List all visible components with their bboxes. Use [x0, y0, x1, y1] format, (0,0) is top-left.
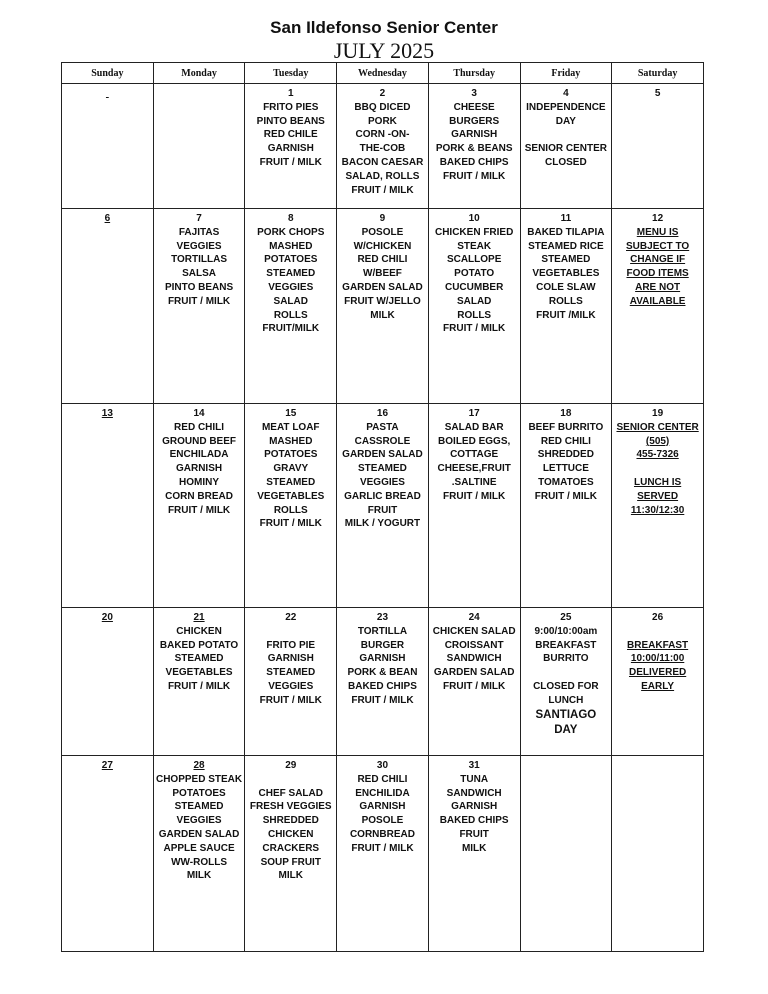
menu-line: EARLY	[641, 680, 675, 692]
day-cell	[245, 84, 337, 209]
day-cell	[62, 608, 154, 756]
menu-line: TOMATOES	[538, 476, 594, 488]
menu-line: FRUIT / MILK	[167, 504, 231, 516]
menu-line: (505)	[645, 435, 670, 447]
holiday-line: SANTIAGO	[535, 708, 597, 721]
day-cell	[612, 608, 704, 756]
menu-line: BREAKFAST	[627, 639, 689, 651]
menu-line: STEAMED	[174, 653, 224, 665]
menu-calendar	[61, 62, 704, 952]
day-number	[156, 87, 243, 101]
menu-line: CHEF SALAD	[258, 787, 323, 799]
menu-line: BAKED CHIPS	[348, 680, 417, 692]
menu-line: CLOSED	[545, 156, 587, 168]
menu-line: MILK	[278, 870, 303, 882]
day-number: 28	[193, 760, 205, 771]
menu-line: POTATOES	[172, 787, 226, 799]
menu-line: CUCUMBER	[444, 281, 504, 293]
menu-line: STEAMED	[266, 667, 316, 679]
menu-line: GARNISH	[267, 653, 314, 665]
day-cell	[612, 209, 704, 404]
menu-line: GARLIC BREAD	[344, 490, 421, 502]
menu-line: GARNISH	[359, 653, 406, 665]
menu-line: GRAVY	[273, 463, 309, 475]
menu-line: ROLLS	[273, 309, 308, 321]
day-number: 10	[468, 213, 480, 224]
day-number: 21	[193, 612, 205, 623]
menu-line: MEAT LOAF	[261, 421, 320, 433]
menu-line: .SALTINE	[451, 476, 497, 488]
menu-line: FRUIT	[367, 504, 398, 516]
day-cell	[245, 209, 337, 404]
menu-line: APPLE SAUCE	[163, 842, 235, 854]
menu-line: SALAD	[273, 295, 308, 307]
day-cell	[62, 756, 154, 952]
holiday-line: DAY	[554, 723, 578, 736]
menu-line: SCALLOPE	[446, 254, 502, 266]
menu-line: SOUP FRUIT	[260, 856, 321, 868]
week-row	[62, 404, 704, 608]
week-row	[62, 209, 704, 404]
menu-line: VEGETABLES	[257, 490, 325, 502]
menu-line: SALAD	[456, 295, 492, 307]
menu-line: CHICKEN FRIED	[434, 226, 514, 238]
menu-line: PORK CHOPS	[257, 226, 325, 238]
menu-line: PORK	[368, 115, 397, 127]
menu-line: BURGER	[360, 639, 405, 651]
day-cell	[153, 608, 245, 756]
menu-line: PORK & BEAN	[347, 667, 418, 679]
menu-line	[247, 773, 334, 787]
menu-line: CHEESE	[453, 101, 495, 113]
day-number: 8	[287, 213, 294, 224]
menu-line: W/CHICKEN	[353, 240, 412, 252]
day-number: 24	[468, 612, 480, 623]
menu-line: FRUIT / MILK	[443, 323, 506, 335]
month-title: JULY 2025	[333, 38, 435, 63]
menu-line: ENCHILADA	[169, 449, 229, 461]
menu-line: SENIOR CENTER	[524, 143, 607, 155]
day-number: 15	[285, 408, 297, 419]
day-cell	[428, 404, 520, 608]
week-row	[62, 84, 704, 209]
menu-line: CHICKEN SALAD	[432, 625, 516, 637]
menu-line: GARNISH	[359, 801, 406, 813]
menu-line: BACON CAESAR	[341, 156, 424, 168]
menu-line: FRUIT / MILK	[259, 518, 322, 530]
menu-line: GARDEN SALAD	[342, 449, 423, 461]
day-number: 13	[101, 408, 113, 419]
menu-line: WW-ROLLS	[171, 856, 227, 868]
day-number: 7	[196, 213, 202, 224]
day-cell	[428, 756, 520, 952]
menu-line: FOOD ITEMS	[626, 268, 689, 280]
menu-line: STEAMED	[541, 254, 591, 266]
menu-line: MENU IS	[636, 226, 679, 238]
day-number: 17	[468, 408, 480, 419]
menu-line: TUNA	[460, 773, 489, 785]
menu-line: W/BEEF	[363, 268, 402, 280]
menu-line: CORN -ON-	[355, 129, 410, 141]
menu-line: FRUIT/MILK	[262, 323, 320, 335]
menu-line: GARNISH	[451, 129, 498, 141]
menu-line: 455-7326	[636, 449, 679, 461]
menu-line: BURRITO	[543, 653, 589, 665]
menu-line: GARNISH	[451, 801, 498, 813]
menu-line: SALSA	[182, 268, 216, 280]
day-number: 26	[652, 612, 664, 623]
menu-line: HOMINY	[179, 476, 220, 488]
day-number	[523, 759, 610, 773]
menu-line: GARNISH	[175, 463, 223, 475]
menu-line: VEGGIES	[176, 240, 222, 252]
menu-line: RED CHILE	[263, 129, 318, 141]
day-number: 9	[379, 213, 386, 224]
menu-line: ROLLS	[548, 295, 583, 307]
menu-line: MILK / YOGURT	[344, 518, 421, 530]
menu-line: GARDEN SALAD	[433, 667, 515, 679]
day-number: 20	[101, 612, 113, 623]
day-number: 29	[285, 760, 297, 771]
day-cell	[245, 608, 337, 756]
day-number	[64, 87, 151, 101]
menu-line: MASHED	[269, 240, 313, 252]
menu-line: ROLLS	[457, 309, 492, 321]
menu-line: ARE NOT	[635, 281, 681, 293]
week-row	[62, 756, 704, 952]
menu-line: FRUIT / MILK	[259, 694, 322, 706]
menu-line: CLOSED FOR	[533, 680, 599, 692]
menu-line: STEAMED	[358, 463, 407, 475]
menu-line: FRUIT / MILK	[351, 842, 414, 854]
menu-line: COLE SLAW	[536, 281, 596, 293]
day-number: 30	[376, 760, 389, 771]
menu-line: CHICKEN	[267, 828, 314, 840]
menu-line: FRUIT W/JELLO	[344, 295, 421, 307]
menu-line: GROUND BEEF	[162, 435, 236, 447]
menu-line: TORTILLA	[357, 625, 408, 637]
menu-line: FRUIT / MILK	[259, 156, 322, 168]
day-cell	[612, 84, 704, 209]
menu-line: CHANGE IF	[630, 254, 686, 266]
menu-line: FRUIT / MILK	[167, 295, 231, 307]
menu-line: SUBJECT TO	[626, 240, 690, 252]
menu-line: SERVED	[637, 490, 679, 502]
menu-line: GARDEN SALAD	[158, 828, 240, 840]
menu-line: VEGGIES	[268, 281, 314, 293]
menu-line: FAJITAS	[178, 226, 220, 238]
menu-line: FRUIT / MILK	[534, 490, 597, 502]
menu-line: POTATO	[454, 268, 495, 280]
day-number: 11	[560, 213, 572, 224]
menu-line: SANDWICH	[446, 653, 502, 665]
menu-line: FRUIT / MILK	[443, 490, 506, 502]
menu-line: SALAD BAR	[444, 421, 504, 433]
menu-line: LUNCH IS	[633, 476, 682, 488]
menu-line: PINTO BEANS	[256, 115, 325, 127]
menu-line	[614, 625, 701, 639]
menu-line: MILK	[370, 309, 395, 321]
menu-line: ROLLS	[273, 504, 308, 516]
menu-line: BAKED CHIPS	[439, 815, 509, 827]
day-cell	[520, 84, 612, 209]
day-header: Saturday	[612, 63, 704, 84]
menu-line: GARDEN SALAD	[342, 281, 423, 293]
day-header: Sunday	[62, 63, 154, 84]
day-header: Thursday	[428, 63, 520, 84]
menu-line: RED CHILI	[357, 773, 408, 785]
menu-line: VEGGIES	[359, 476, 405, 488]
menu-line: SHREDDED	[262, 815, 319, 827]
menu-line: STEAMED	[174, 801, 224, 813]
day-number: 4	[563, 88, 569, 99]
day-cell	[337, 608, 429, 756]
menu-line: POTATOES	[264, 449, 318, 461]
menu-line: BOILED EGGS,	[438, 435, 511, 447]
menu-line: FRESH VEGGIES	[249, 801, 332, 813]
menu-line: GARNISH	[267, 143, 314, 155]
day-cell	[612, 756, 704, 952]
menu-line: VEGETABLES	[165, 667, 233, 679]
menu-line: RED CHILI	[357, 254, 408, 266]
menu-line: LUNCH	[548, 694, 584, 706]
menu-line: FRITO PIES	[263, 101, 319, 113]
day-number	[614, 759, 701, 773]
day-cell	[337, 756, 429, 952]
day-number: 22	[285, 612, 297, 623]
day-cell	[62, 209, 154, 404]
day-header: Monday	[153, 63, 245, 84]
center-name: San Ildefonso Senior Center	[270, 18, 498, 37]
menu-line: DELIVERED	[628, 667, 687, 679]
day-cell	[337, 209, 429, 404]
day-cell	[153, 756, 245, 952]
menu-line: THE-COB	[359, 143, 406, 155]
menu-line: FRUIT /MILK	[536, 309, 596, 321]
menu-line: MASHED	[269, 435, 313, 447]
menu-line: STEAMED	[266, 476, 316, 488]
day-cell	[428, 608, 520, 756]
menu-line: CRACKERS	[262, 842, 320, 854]
day-cell	[428, 84, 520, 209]
day-cell	[337, 84, 429, 209]
menu-line: STEAMED	[266, 268, 316, 280]
menu-line: BAKED TILAPIA	[527, 226, 605, 238]
menu-line	[523, 128, 610, 142]
day-number: 23	[376, 612, 389, 623]
menu-line: FRUIT / MILK	[167, 680, 231, 692]
day-cell	[245, 404, 337, 608]
menu-line: SALAD, ROLLS	[345, 170, 420, 182]
menu-line: BAKED CHIPS	[439, 156, 509, 168]
menu-line: MILK	[186, 870, 212, 882]
menu-line: INDEPENDENCE	[526, 101, 606, 113]
menu-line: CORNBREAD	[349, 828, 415, 840]
menu-line: VEGGIES	[268, 680, 314, 692]
day-cell	[153, 84, 245, 209]
day-cell	[428, 209, 520, 404]
day-cell	[245, 756, 337, 952]
menu-line: CORN BREAD	[165, 490, 233, 502]
day-number: 14	[193, 408, 205, 419]
menu-line: POTATOES	[264, 254, 318, 266]
menu-line: SENIOR CENTER	[616, 421, 699, 433]
day-number: 1	[287, 88, 294, 99]
menu-line: STEAMED RICE	[528, 240, 604, 252]
day-number: 25	[560, 612, 572, 623]
menu-line: BURGERS	[449, 115, 500, 127]
menu-line	[247, 625, 334, 639]
menu-line: FRUIT / MILK	[351, 184, 414, 196]
day-number: 12	[652, 213, 664, 224]
day-number: 18	[560, 408, 572, 419]
menu-line	[614, 462, 701, 476]
menu-line: CHOPPED STEAK	[155, 773, 243, 785]
menu-line: BAKED POTATO	[159, 639, 239, 651]
day-cell	[520, 209, 612, 404]
day-cell	[520, 608, 612, 756]
day-cell	[337, 404, 429, 608]
menu-line: TORTILLAS	[171, 254, 228, 266]
menu-line: POSOLE	[361, 226, 404, 238]
day-cell	[153, 404, 245, 608]
menu-line: RED CHILI	[540, 435, 591, 447]
menu-line: DAY	[555, 115, 576, 127]
menu-line: PASTA	[366, 421, 399, 433]
menu-line: MILK	[461, 842, 487, 854]
menu-line: VEGGIES	[176, 815, 222, 827]
menu-line: SHREDDED	[537, 449, 594, 461]
menu-line: 11:30/12:30	[630, 504, 685, 516]
day-number: 6	[104, 213, 111, 224]
menu-line: PINTO BEANS	[164, 281, 234, 293]
weekday-header-row	[62, 63, 704, 84]
menu-line: CROISSANT	[444, 639, 504, 651]
day-header: Wednesday	[337, 63, 429, 84]
menu-line: AVAILABLE	[629, 295, 686, 307]
day-number: 16	[376, 408, 389, 419]
day-number: 31	[468, 760, 480, 771]
menu-line: CHICKEN	[176, 625, 222, 637]
menu-line: FRUIT / MILK	[443, 170, 506, 182]
day-number: 5	[654, 88, 661, 99]
day-number: 2	[379, 88, 386, 99]
menu-line: PORK & BEANS	[435, 143, 513, 155]
menu-line: 9:00/10:00am	[534, 625, 598, 637]
menu-line: ENCHILIDA	[355, 787, 410, 799]
menu-line: POSOLE	[361, 815, 404, 827]
day-number: 27	[101, 760, 113, 771]
day-cell	[520, 756, 612, 952]
menu-line: CHEESE,FRUIT	[437, 463, 511, 475]
day-number: 19	[652, 408, 664, 419]
day-cell	[62, 404, 154, 608]
menu-line: FRITO PIE	[266, 639, 316, 651]
menu-line: CASSROLE	[354, 435, 411, 447]
day-cell	[62, 84, 154, 209]
menu-line: FRUIT	[459, 828, 489, 840]
menu-line: BBQ DICED	[354, 101, 411, 113]
week-row	[62, 608, 704, 756]
menu-line: BEEF BURRITO	[528, 421, 604, 433]
menu-line: STEAK	[457, 240, 492, 252]
menu-line: LETTUCE	[542, 463, 589, 475]
menu-line: RED CHILI	[174, 421, 225, 433]
day-header: Tuesday	[245, 63, 337, 84]
day-number: 3	[471, 88, 477, 99]
day-cell	[153, 209, 245, 404]
day-header: Friday	[520, 63, 612, 84]
menu-line: FRUIT / MILK	[443, 680, 506, 692]
menu-line: FRUIT / MILK	[351, 694, 414, 706]
day-cell	[520, 404, 612, 608]
menu-line: BREAKFAST	[535, 639, 597, 651]
menu-line: SANDWICH	[446, 787, 502, 799]
menu-line: VEGETABLES	[532, 268, 600, 280]
menu-line	[523, 666, 610, 680]
menu-line: COTTAGE	[450, 449, 499, 461]
menu-line: 10:00/11:00	[630, 653, 685, 665]
day-cell	[612, 404, 704, 608]
